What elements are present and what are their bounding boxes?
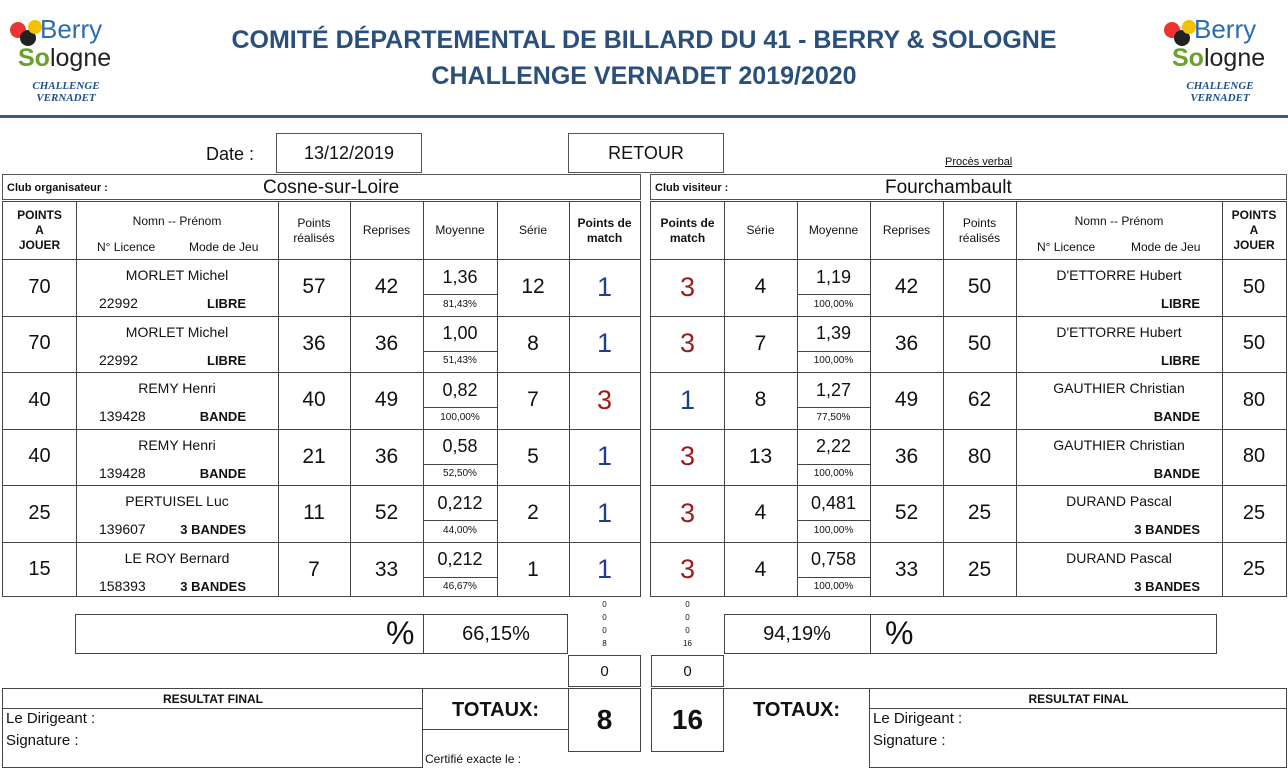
moyenne-cell: 1,36 — [442, 266, 478, 287]
visitor-percent-total: 94,19% — [763, 622, 831, 645]
points-de-match-cell: 3 — [679, 554, 696, 585]
visitor-col-points-match: Points de match — [660, 215, 715, 245]
game-mode: 3 BANDES — [1134, 578, 1200, 594]
home-club-name[interactable]: Cosne-sur-Loire — [263, 177, 400, 198]
reprises-cell: 52 — [894, 501, 919, 525]
points-a-jouer-cell: 50 — [1242, 332, 1266, 355]
moyenne-cell: 0,758 — [810, 549, 857, 569]
visitor-zero-cell: 0 — [651, 655, 724, 687]
reprises-cell: 33 — [894, 557, 919, 581]
player-name: LE ROY Bernard — [124, 549, 230, 566]
serie-cell: 2 — [527, 501, 539, 525]
logo-caption: CHALLENGE VERNADET — [32, 80, 100, 104]
moyenne-percent: 100,00% — [813, 355, 854, 366]
game-mode: LIBRE — [207, 352, 246, 368]
player-name: DURAND Pascal — [1066, 549, 1172, 566]
points-realises-cell: 25 — [967, 501, 992, 525]
game-mode: LIBRE — [207, 296, 246, 311]
date-label: Date : — [205, 143, 255, 164]
points-realises-cell: 25 — [967, 557, 992, 581]
home-score-table — [2, 201, 641, 597]
game-mode: BANDE — [199, 409, 246, 424]
game-mode: LIBRE — [1161, 296, 1200, 311]
game-mode: 3 BANDES — [180, 522, 246, 537]
visitor-col-serie: Série — [746, 223, 775, 237]
home-percent-row — [75, 614, 568, 654]
points-de-match-cell: 1 — [596, 441, 613, 472]
reprises-cell: 42 — [894, 275, 919, 299]
home-club-bar — [2, 174, 641, 200]
logo-berry-text: Berry — [1194, 14, 1257, 44]
home-club-label: Club organisateur : — [7, 182, 108, 194]
points-a-jouer-cell: 40 — [28, 445, 51, 468]
logo-sologne-text: Sologne — [18, 44, 112, 72]
player-name: MORLET Michel — [125, 323, 229, 340]
moyenne-percent: 100,00% — [813, 298, 854, 310]
visitor-result-label: RESULTAT FINAL — [1028, 692, 1129, 706]
visitor-dirigeant-label: Le Dirigeant : — [873, 710, 963, 727]
moyenne-cell: 0,82 — [442, 379, 478, 400]
moyenne-cell: 1,19 — [815, 266, 852, 287]
player-name: REMY Henri — [138, 436, 216, 453]
points-realises-cell: 7 — [308, 557, 320, 581]
player-licence: 139607 — [99, 521, 146, 537]
moyenne-cell: 2,22 — [815, 436, 852, 456]
points-realises-cell: 62 — [967, 388, 992, 412]
moyenne-percent: 77,50% — [816, 411, 851, 423]
home-percent-symbol: % — [386, 615, 415, 651]
player-licence: 22992 — [99, 351, 138, 368]
points-de-match-cell: 1 — [596, 328, 613, 359]
berry-sologne-logo-left — [6, 8, 126, 108]
visitor-col-reprises: Reprises — [882, 223, 931, 237]
reprises-cell: 52 — [374, 501, 399, 525]
home-col-mode: Mode de Jeu — [189, 240, 259, 254]
points-de-match-cell: 3 — [679, 497, 696, 528]
visitor-percent-row — [724, 614, 1217, 654]
home-col-points-match: Points de match — [577, 215, 632, 245]
serie-cell: 1 — [527, 557, 539, 581]
home-col-points-realises: Points réalisés — [293, 215, 335, 245]
visitor-mini-col: 0 0 0 16 — [683, 600, 692, 648]
reprises-cell: 33 — [374, 557, 399, 581]
moyenne-percent: 51,43% — [443, 355, 477, 366]
logo-berry-text: Berry — [40, 14, 103, 44]
points-a-jouer-cell: 70 — [28, 332, 51, 355]
reprises-cell: 36 — [374, 444, 399, 468]
home-col-points-a-jouer: POINTS A JOUER — [17, 208, 62, 252]
player-name: D'ETTORRE Hubert — [1056, 267, 1182, 283]
home-totaux-label: TOTAUX: — [451, 698, 540, 721]
points-de-match-cell: 3 — [679, 441, 696, 472]
points-realises-cell: 40 — [302, 388, 326, 412]
visitor-score-table — [650, 201, 1287, 597]
moyenne-cell: 1,39 — [815, 323, 852, 343]
visitor-col-nom-prenom: Nomn -- Prénom — [1074, 214, 1164, 228]
home-col-nom-prenom: Nomn -- Prénom — [132, 214, 222, 228]
visitor-col-moyenne: Moyenne — [808, 223, 859, 237]
game-mode: BANDE — [1153, 409, 1200, 424]
player-name: REMY Henri — [138, 380, 216, 396]
moyenne-cell: 0,58 — [442, 436, 478, 456]
points-a-jouer-cell: 25 — [1242, 558, 1266, 581]
player-licence: 139428 — [99, 408, 146, 424]
points-a-jouer-cell: 80 — [1242, 445, 1266, 468]
points-de-match-cell: 1 — [596, 271, 613, 302]
visitor-totaux-box — [724, 688, 869, 768]
moyenne-cell: 1,27 — [815, 379, 852, 400]
moyenne-cell: 0,212 — [437, 492, 483, 513]
moyenne-percent: 81,43% — [443, 298, 477, 310]
player-name: PERTUISEL Luc — [125, 493, 229, 509]
serie-cell: 8 — [754, 388, 767, 412]
proces-verbal-link[interactable]: Procès verbal — [945, 156, 1013, 168]
visitor-result-box — [869, 688, 1287, 768]
reprises-cell: 36 — [374, 331, 399, 355]
home-percent-total: 66,15% — [462, 622, 530, 645]
home-zero-cell: 0 — [568, 655, 641, 687]
certifie-label: Certifié exacte le : — [425, 752, 522, 766]
moyenne-cell: 1,00 — [442, 323, 478, 343]
moyenne-percent: 100,00% — [813, 468, 854, 479]
page-title: COMITÉ DÉPARTEMENTAL DE BILLARD DU 41 - BERRY & SOLOGNE — [231, 26, 1057, 54]
phase-field[interactable]: RETOUR — [568, 133, 724, 173]
points-a-jouer-cell: 25 — [1242, 501, 1266, 524]
home-col-moyenne: Moyenne — [435, 223, 485, 237]
moyenne-cell: 0,212 — [437, 549, 483, 569]
serie-cell: 13 — [748, 444, 773, 468]
points-realises-cell: 80 — [967, 444, 992, 468]
points-a-jouer-cell: 70 — [28, 275, 51, 298]
visitor-col-mode: Mode de Jeu — [1131, 240, 1201, 254]
reprises-cell: 36 — [894, 444, 919, 468]
reprises-cell: 49 — [894, 388, 919, 412]
visitor-percent-symbol: % — [885, 615, 914, 651]
game-mode: 3 BANDES — [1134, 522, 1200, 537]
player-name: D'ETTORRE Hubert — [1056, 323, 1182, 340]
points-de-match-cell: 1 — [596, 554, 613, 585]
player-name: GAUTHIER Christian — [1053, 380, 1185, 396]
player-name: MORLET Michel — [125, 267, 229, 283]
moyenne-cell: 0,481 — [810, 492, 857, 513]
logo-caption: CHALLENGE VERNADET — [1186, 80, 1254, 104]
visitor-signature-label: Signature : — [873, 732, 946, 749]
points-realises-cell: 50 — [967, 275, 992, 299]
points-realises-cell: 50 — [967, 331, 992, 355]
berry-sologne-logo-right — [1160, 8, 1280, 108]
player-licence: 139428 — [99, 464, 146, 481]
page-header — [0, 0, 1288, 118]
reprises-cell: 42 — [374, 275, 399, 299]
points-a-jouer-cell: 40 — [28, 388, 51, 411]
serie-cell: 4 — [754, 501, 767, 525]
moyenne-percent: 100,00% — [813, 524, 854, 536]
home-result-box — [2, 688, 423, 768]
points-a-jouer-cell: 50 — [1242, 275, 1266, 298]
points-realises-cell: 36 — [302, 331, 326, 355]
points-a-jouer-cell: 25 — [28, 501, 51, 524]
points-realises-cell: 57 — [302, 275, 326, 299]
points-realises-cell: 21 — [302, 444, 326, 468]
moyenne-percent: 44,00% — [443, 524, 477, 536]
visitor-col-points-realises: Points réalisés — [958, 215, 1001, 245]
visitor-totaux-label: TOTAUX: — [752, 698, 841, 721]
player-licence: 22992 — [99, 295, 138, 311]
reprises-cell: 36 — [894, 331, 919, 355]
home-dirigeant-label: Le Dirigeant : — [6, 710, 96, 727]
home-result-label: RESULTAT FINAL — [163, 692, 263, 706]
home-signature-label: Signature : — [6, 732, 79, 749]
moyenne-percent: 46,67% — [443, 581, 477, 592]
reprises-cell: 49 — [374, 388, 399, 412]
game-mode: BANDE — [199, 465, 246, 481]
moyenne-percent: 100,00% — [813, 581, 854, 592]
moyenne-percent: 52,50% — [443, 468, 477, 479]
game-mode: 3 BANDES — [180, 578, 246, 594]
serie-cell: 7 — [754, 331, 767, 355]
points-a-jouer-cell: 80 — [1242, 388, 1266, 411]
logo-sologne-text: Sologne — [1172, 44, 1266, 72]
player-licence: 158393 — [99, 577, 146, 594]
points-de-match-cell: 3 — [679, 328, 696, 359]
points-de-match-cell: 1 — [596, 497, 613, 528]
game-mode: LIBRE — [1161, 352, 1200, 368]
game-mode: BANDE — [1153, 465, 1200, 481]
points-de-match-cell: 1 — [679, 384, 696, 415]
home-mini-col: 0 0 0 8 — [602, 600, 607, 648]
serie-cell: 4 — [754, 557, 767, 581]
points-realises-cell: 11 — [303, 501, 325, 525]
visitor-col-licence: N° Licence — [1037, 240, 1096, 254]
player-name: GAUTHIER Christian — [1053, 436, 1185, 453]
serie-cell: 8 — [527, 331, 539, 355]
visitor-club-bar — [650, 174, 1287, 200]
visitor-club-name[interactable]: Fourchambault — [885, 177, 1012, 198]
serie-cell: 12 — [521, 275, 545, 299]
visitor-total-score: 16 — [651, 688, 724, 752]
home-col-reprises: Reprises — [362, 223, 411, 237]
visitor-col-points-a-jouer: POINTS A JOUER — [1231, 208, 1277, 252]
serie-cell: 5 — [527, 444, 539, 468]
date-field[interactable]: 13/12/2019 — [276, 133, 422, 173]
visitor-club-label: Club visiteur : — [655, 182, 729, 194]
points-de-match-cell: 3 — [679, 271, 696, 302]
moyenne-percent: 100,00% — [440, 411, 480, 423]
home-total-score: 8 — [568, 688, 641, 752]
page-subtitle: CHALLENGE VERNADET 2019/2020 — [431, 62, 857, 90]
player-name: DURAND Pascal — [1066, 493, 1172, 509]
home-totaux-box — [423, 688, 568, 768]
serie-cell: 7 — [527, 388, 539, 412]
home-col-serie: Série — [518, 223, 547, 237]
points-de-match-cell: 3 — [596, 384, 613, 415]
serie-cell: 4 — [754, 275, 767, 299]
points-a-jouer-cell: 15 — [28, 558, 51, 581]
home-col-licence: N° Licence — [97, 240, 156, 254]
